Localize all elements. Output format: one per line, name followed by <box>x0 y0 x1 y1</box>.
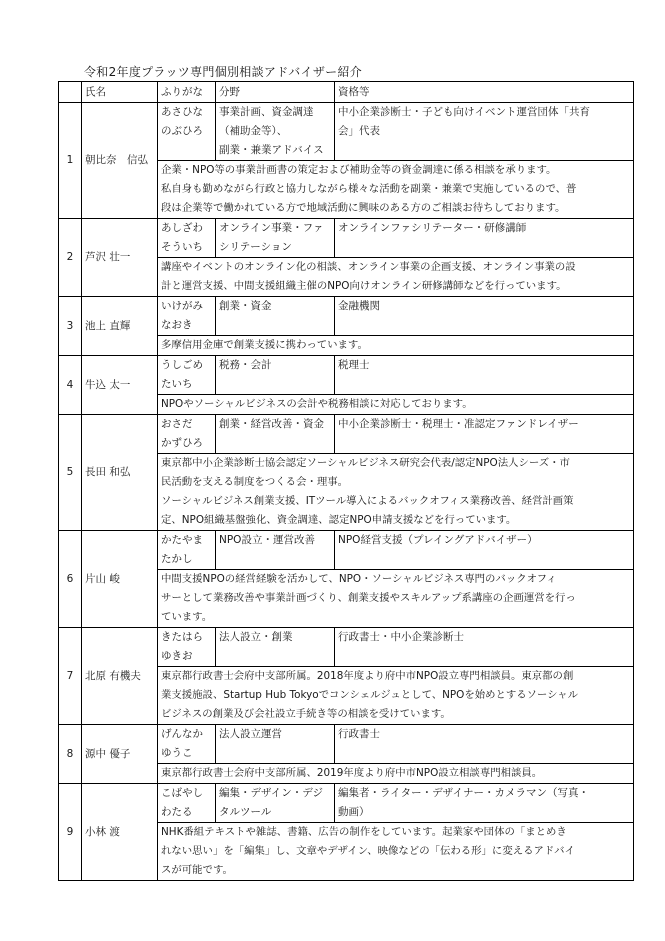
advisor-qualification-line: オンラインファシリテーター・研修講師 <box>338 222 527 234</box>
advisor-description <box>158 667 634 725</box>
advisor-description-line: れない思い」を「編集」し、文章やデザイン、映像などの「伝わる形」に変えるアドバイ <box>161 845 575 857</box>
advisor-qualification-line: 中小企業診断士・税理士・准認定ファンドレイザー <box>338 418 579 430</box>
advisor-kana-line: ゆきお <box>161 650 193 662</box>
advisor-kana-line: かずひろ <box>161 437 203 449</box>
advisor-kana-line: のぶひろ <box>161 125 203 137</box>
advisor-row <box>59 297 634 336</box>
advisor-description <box>158 395 634 415</box>
header-qualification: 資格等 <box>335 82 634 103</box>
advisor-name: 北原 有機夫 <box>82 628 158 725</box>
advisor-field-line: 創業・資金 <box>219 300 272 312</box>
advisor-field <box>216 531 335 570</box>
advisor-description <box>158 258 634 297</box>
advisor-description-line: 民活動を支える制度をつくる会・理事。 <box>161 476 349 488</box>
document-title: 令和2年度プラッツ専門個別相談アドバイザー紹介 <box>84 65 363 79</box>
advisor-field <box>216 725 335 764</box>
advisor-field-line: NPO設立・運営改善 <box>219 534 315 546</box>
advisor-name: 小林 渡 <box>82 784 158 881</box>
advisor-name: 牛込 太一 <box>82 356 158 415</box>
advisor-description-line: ビジネスの創業及び会社設立手続き等の相談を受けています。 <box>161 708 451 720</box>
advisor-kana-line: きたはら <box>161 631 203 643</box>
advisor-kana <box>158 103 216 161</box>
advisor-qualification-line: 金融機関 <box>338 300 380 312</box>
advisor-description-line: ソーシャルビジネス創業支援、ITツール導入によるバックオフィス業務改善、経営計画策 <box>161 495 574 507</box>
advisor-kana <box>158 725 216 764</box>
advisor-number: 7 <box>59 628 82 725</box>
advisor-qualification-line: NPO経営支援（プレイングアドバイザー） <box>338 534 538 546</box>
advisor-row <box>59 219 634 258</box>
advisor-kana-line: うしごめ <box>161 359 203 371</box>
advisor-qualification <box>335 356 634 395</box>
advisor-qualification <box>335 103 634 161</box>
advisor-description-line: 私自身も勤めながら行政と協力しながら様々な活動を副業・兼業で実施しているので、普 <box>161 183 577 195</box>
advisor-field-line: 税務・会計 <box>219 359 272 371</box>
advisor-kana-line: そういち <box>161 241 203 253</box>
advisor-field <box>216 415 335 454</box>
advisor-field-line: 事業計画、資金調達 <box>219 106 314 118</box>
header-number <box>59 82 82 103</box>
advisor-description-line: 段は企業等で働かれている方で地域活動に興味のある方のご相談お待ちしております。 <box>161 202 566 214</box>
advisor-row <box>59 628 634 667</box>
advisor-kana <box>158 297 216 336</box>
advisor-kana <box>158 628 216 667</box>
advisor-number: 1 <box>59 103 82 219</box>
advisor-description <box>158 764 634 784</box>
advisor-qualification-line: 行政書士 <box>338 728 380 740</box>
advisor-name: 池上 直輝 <box>82 297 158 356</box>
advisor-row <box>59 725 634 764</box>
advisor-kana-line: げんなか <box>161 728 203 740</box>
advisor-number: 5 <box>59 415 82 531</box>
advisor-row <box>59 415 634 454</box>
advisor-field <box>216 103 335 161</box>
advisor-description-line: 講座やイベントのオンライン化の相談、オンライン事業の企画支援、オンライン事業の設 <box>161 261 576 273</box>
advisor-qualification-line: 会」代表 <box>338 125 380 137</box>
advisor-description-line: 企業・NPO等の事業計画書の策定および補助金等の資金調達に係る相談を承ります。 <box>161 164 557 176</box>
advisor-description-line: NPOやソーシャルビジネスの会計や税務相談に対応しております。 <box>161 398 473 410</box>
advisor-qualification-line: 動画） <box>338 806 370 818</box>
advisor-field-line: シリテーション <box>219 241 292 253</box>
advisor-qualification <box>335 531 634 570</box>
advisor-kana-line: かたやま <box>161 534 203 546</box>
advisor-field-line: タルツール <box>219 806 272 818</box>
advisor-description-line: ています。 <box>161 611 213 623</box>
advisor-kana <box>158 784 216 823</box>
advisor-kana-line: いけがみ <box>161 300 203 312</box>
advisor-field-line: 創業・経営改善・資金 <box>219 418 324 430</box>
advisor-field <box>216 784 335 823</box>
advisor-description-line: 東京都中小企業診断士協会認定ソーシャルビジネス研究会代表/認定NPO法人シーズ・市 <box>161 457 570 469</box>
advisor-field-line: 編集・デザイン・デジ <box>219 787 324 799</box>
advisor-description-line: 定、NPO組織基盤強化、資金調達、認定NPO申請支援などを行っています。 <box>161 514 517 526</box>
advisor-qualification-line: 編集者・ライター・デザイナー・カメラマン（写真・ <box>338 787 589 799</box>
advisor-field-line: 法人設立運営 <box>219 728 282 740</box>
advisor-qualification <box>335 725 634 764</box>
header-kana: ふりがな <box>158 82 216 103</box>
advisor-number: 2 <box>59 219 82 297</box>
advisor-description <box>158 336 634 356</box>
advisor-name: 朝比奈 信弘 <box>82 103 158 219</box>
advisor-kana-line: あさひな <box>161 106 203 118</box>
advisor-kana <box>158 356 216 395</box>
advisor-qualification <box>335 297 634 336</box>
advisor-description-line: 中間支援NPOの経営経験を活かして、NPO・ソーシャルビジネス専門のバックオフィ <box>161 573 557 585</box>
advisor-description-line: 計と運営支援、中間支援組織主催のNPO向けオンライン研修講師などを行っています。 <box>161 280 567 292</box>
advisor-qualification <box>335 415 634 454</box>
advisor-kana-line: おさだ <box>161 418 193 430</box>
advisor-row <box>59 103 634 161</box>
advisor-kana-line: なおき <box>161 319 193 331</box>
advisor-description-line: 多摩信用金庫で創業支援に携わっています。 <box>161 339 368 351</box>
advisor-kana <box>158 531 216 570</box>
advisor-description-line: 東京都行政書士会府中支部所属、2019年度より府中市NPO設立相談専門相談員。 <box>161 767 543 779</box>
advisor-description-line: サーとして業務改善や事業計画づくり、創業支援やスキルアップ系講座の企画運営を行っ <box>161 592 576 604</box>
advisor-kana-line: ゆうこ <box>161 747 193 759</box>
advisor-kana-line: こばやし <box>161 787 203 799</box>
advisor-field <box>216 356 335 395</box>
advisor-field <box>216 628 335 667</box>
advisor-field <box>216 297 335 336</box>
advisor-qualification <box>335 784 634 823</box>
advisor-kana-line: たいち <box>161 378 193 390</box>
advisor-description <box>158 454 634 531</box>
advisor-kana-line: たかし <box>161 553 193 565</box>
advisor-field-line: （補助金等）、 <box>219 125 288 137</box>
advisor-number: 9 <box>59 784 82 881</box>
advisor-number: 8 <box>59 725 82 784</box>
advisor-number: 3 <box>59 297 82 356</box>
advisor-name: 片山 峻 <box>82 531 158 628</box>
advisor-description <box>158 823 634 881</box>
advisor-qualification <box>335 219 634 258</box>
advisor-description-line: 業支援施設、Startup Hub Tokyoでコンシェルジュとして、NPOを始めとするソーシャル <box>161 689 579 701</box>
advisor-kana <box>158 415 216 454</box>
advisor-name: 源中 優子 <box>82 725 158 784</box>
advisor-field-line: オンライン事業・ファ <box>219 222 324 234</box>
advisor-table <box>58 81 634 881</box>
advisor-number: 4 <box>59 356 82 415</box>
advisor-kana-line: わたる <box>161 806 193 818</box>
header-name: 氏名 <box>82 82 158 103</box>
advisor-kana-line: あしざわ <box>161 222 203 234</box>
advisor-qualification-line: 行政書士・中小企業診断士 <box>338 631 464 643</box>
advisor-name: 長田 和弘 <box>82 415 158 531</box>
advisor-qualification-line: 中小企業診断士・子ども向けイベント運営団体「共育 <box>338 106 590 118</box>
advisor-row <box>59 784 634 823</box>
advisor-field-line: 法人設立・創業 <box>219 631 293 643</box>
advisor-description <box>158 570 634 628</box>
advisor-row <box>59 531 634 570</box>
advisor-kana <box>158 219 216 258</box>
header-field: 分野 <box>216 82 335 103</box>
advisor-qualification-line: 税理士 <box>338 359 370 371</box>
advisor-description-line: スが可能です。 <box>161 864 233 876</box>
advisor-qualification <box>335 628 634 667</box>
advisor-field-line: 副業・兼業アドバイス <box>219 144 324 156</box>
advisor-number: 6 <box>59 531 82 628</box>
header-row <box>59 82 634 103</box>
advisor-field <box>216 219 335 258</box>
advisor-description-line: 東京都行政書士会府中支部所属。2018年度より府中市NPO設立専門相談員。東京都の創 <box>161 670 574 682</box>
advisor-row <box>59 356 634 395</box>
advisor-description <box>158 161 634 219</box>
advisor-description-line: NHK番組テキストや雑誌、書籍、広告の制作をしています。起業家や団体の「まとめき <box>161 826 567 838</box>
advisor-name: 芦沢 壮一 <box>82 219 158 297</box>
